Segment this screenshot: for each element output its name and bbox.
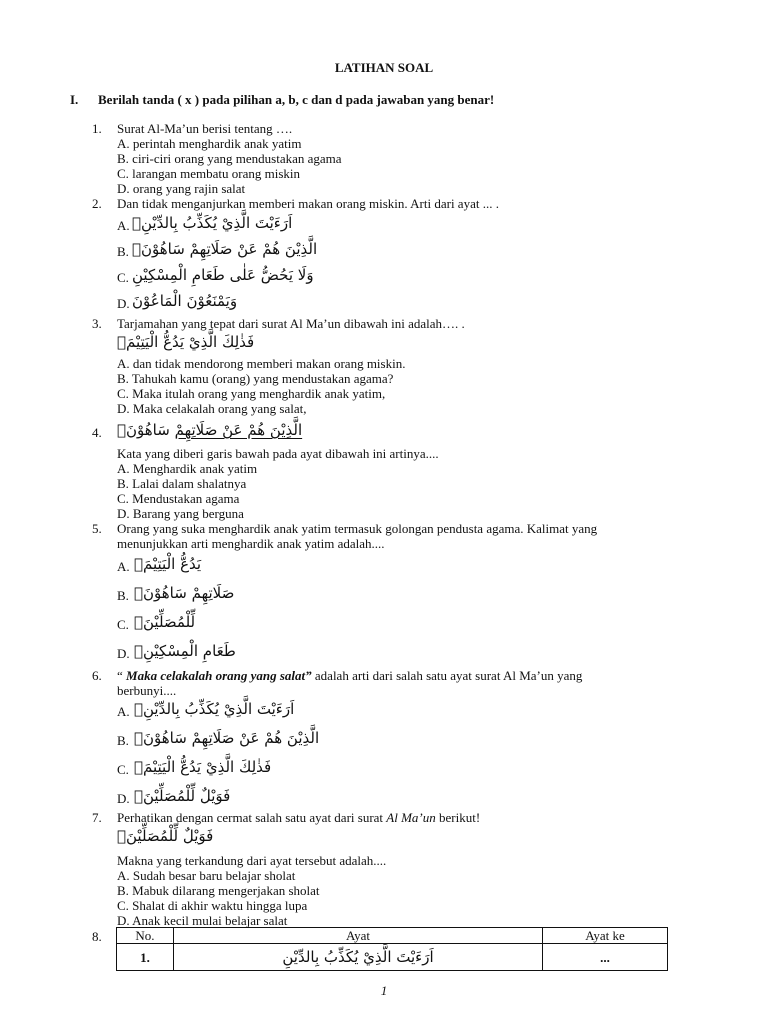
option-d-arabic: وَيَمْنَعُوْنَ الْمَاعُوْنَ	[132, 292, 238, 310]
question-text: Surat Al-Ma’un berisi tentang ….	[117, 121, 293, 136]
question-number: 6.	[92, 668, 102, 683]
option-d-arabic: طَعَامِ الْمِسْكِيْنِۗ	[134, 642, 236, 660]
option-a-label: A.	[117, 559, 130, 574]
option-c: C. Shalat di akhir waktu hingga lupa	[117, 898, 308, 913]
ayat-arabic: فَوَيْلٌ لِّلْمُصَلِّيْنَۙ	[117, 827, 214, 845]
option-d: D. Barang yang berguna	[117, 506, 244, 521]
option-a-arabic: اَرَءَيْتَ الَّذِيْ يُكَذِّبُ بِالدِّيْنِۗ	[132, 214, 293, 232]
question-text	[117, 810, 480, 825]
ayat-rest: سَاهُوْنَۙ	[117, 421, 170, 439]
row-ayat-arabic: اَرَءَيْتَ الَّذِيْ يُكَذِّبُ بِالدِّيْنِ	[174, 944, 543, 971]
question-number: 4.	[92, 425, 102, 440]
question-prompt: Makna yang terkandung dari ayat tersebut adalah....	[117, 853, 387, 868]
option-b: B. Mabuk dilarang mengerjakan sholat	[117, 883, 320, 898]
col-header-no: No.	[117, 928, 174, 944]
option-a-label: A.	[117, 218, 130, 233]
option-d-label: D.	[117, 791, 130, 806]
option-b-label: B.	[117, 244, 129, 259]
question-text-line-1: Orang yang suka menghardik anak yatim termasuk golongan pendusta agama. Kalimat yang	[117, 521, 598, 536]
option-b: B. Tahukah kamu (orang) yang mendustakan agama?	[117, 371, 394, 386]
question-text-line-2: berbunyi....	[117, 683, 177, 698]
question-text: Tarjamahan yang tepat dari surat Al Ma’un dibawah ini adalah…. .	[117, 316, 465, 331]
option-d-label: D.	[117, 646, 130, 661]
option-d: D. Anak kecil mulai belajar salat	[117, 913, 288, 928]
option-b-arabic: الَّذِيْنَ هُمْ عَنْ صَلَاتِهِمْ سَاهُوْنَۙ	[134, 729, 320, 747]
question-number: 7.	[92, 810, 102, 825]
page-title: LATIHAN SOAL	[334, 60, 434, 75]
question-number: 3.	[92, 316, 102, 331]
quoted-phrase: Maka celakalah orang yang salat”	[122, 668, 312, 683]
option-a: A. perintah menghardik anak yatim	[117, 136, 302, 151]
quote-open: “	[117, 668, 123, 683]
question-number: 5.	[92, 521, 102, 536]
question-text	[117, 668, 582, 683]
ayat-arabic: فَذٰلِكَ الَّذِيْ يَدُعُّ الْيَتِيْمَۙ	[117, 333, 255, 351]
question-number: 1.	[92, 121, 102, 136]
question-text-end: berikut!	[435, 810, 481, 825]
ayat-arabic	[117, 421, 302, 439]
page-number: 1	[380, 983, 388, 998]
underlined-word: الَّذِيْنَ هُمْ عَنْ صَلَاتِهِمْ	[174, 421, 303, 439]
row-ayat-ke: ...	[543, 944, 668, 971]
option-c-arabic: لِّلْمُصَلِّيْنَۙ	[134, 613, 196, 631]
option-b-arabic: صَلَاتِهِمْ سَاهُوْنَۙ	[134, 584, 235, 602]
row-no: 1.	[117, 944, 174, 971]
option-d-label: D.	[117, 296, 130, 311]
option-b: B. Lalai dalam shalatnya	[117, 476, 247, 491]
question-text: Kata yang diberi garis bawah pada ayat dibawah ini artinya....	[117, 446, 439, 461]
option-b-label: B.	[117, 588, 129, 603]
option-c: C. larangan membatu orang miskin	[117, 166, 301, 181]
option-b-arabic: الَّذِيْنَ هُمْ عَنْ صَلَاتِهِمْ سَاهُوْنَۙ	[132, 240, 318, 258]
section-instruction: Berilah tanda ( x ) pada pilihan a, b, c dan d pada jawaban yang benar!	[98, 92, 495, 107]
option-a-arabic: يَدُعُّ الْيَتِيْمَۙ	[134, 555, 202, 573]
question-8-number: 8.	[92, 929, 102, 944]
option-c-arabic: وَلَا يَحُضُّ عَلٰى طَعَامِ الْمِسْكِيْنِ	[132, 266, 314, 284]
option-c-label: C.	[117, 270, 129, 285]
col-header-ayat-ke: Ayat ke	[543, 928, 668, 944]
option-c: C. Mendustakan agama	[117, 491, 240, 506]
question-text-line-2: menunjukkan arti menghardik anak yatim adalah....	[117, 536, 385, 551]
option-d: D. Maka celakalah orang yang salat,	[117, 401, 307, 416]
option-a: A. Menghardik anak yatim	[117, 461, 258, 476]
option-b: B. ciri-ciri orang yang mendustakan agama	[117, 151, 342, 166]
option-a: A. dan tidak mendorong memberi makan orang miskin.	[117, 356, 406, 371]
option-a-label: A.	[117, 704, 130, 719]
question-text: Dan tidak menganjurkan memberi makan orang miskin. Arti dari ayat ... .	[117, 196, 499, 211]
question-text-rest: adalah arti dari salah satu ayat surat Al Ma’un yang	[311, 668, 583, 683]
question-number: 2.	[92, 196, 102, 211]
option-c-label: C.	[117, 617, 129, 632]
table-row	[117, 944, 668, 971]
table-header-row	[117, 928, 668, 944]
surah-name: Al Ma’un	[386, 810, 436, 825]
section-number: I.	[70, 92, 79, 107]
option-d-arabic: فَوَيْلٌ لِّلْمُصَلِّيْنَۙ	[134, 787, 231, 805]
option-a: A. Sudah besar baru belajar sholat	[117, 868, 296, 883]
option-b-label: B.	[117, 733, 129, 748]
option-a-arabic: اَرَءَيْتَ الَّذِيْ يُكَذِّبُ بِالدِّيْنِۗ	[134, 700, 295, 718]
option-c: C. Maka itulah orang yang menghardik anak yatim,	[117, 386, 386, 401]
option-c-label: C.	[117, 762, 129, 777]
question-text-start: Perhatikan dengan cermat salah satu ayat dari surat	[117, 810, 387, 825]
option-c-arabic: فَذٰلِكَ الَّذِيْ يَدُعُّ الْيَتِيْمَۙ	[134, 758, 272, 776]
option-d: D. orang yang rajin salat	[117, 181, 246, 196]
col-header-ayat: Ayat	[174, 928, 543, 944]
ayat-table	[116, 927, 668, 971]
